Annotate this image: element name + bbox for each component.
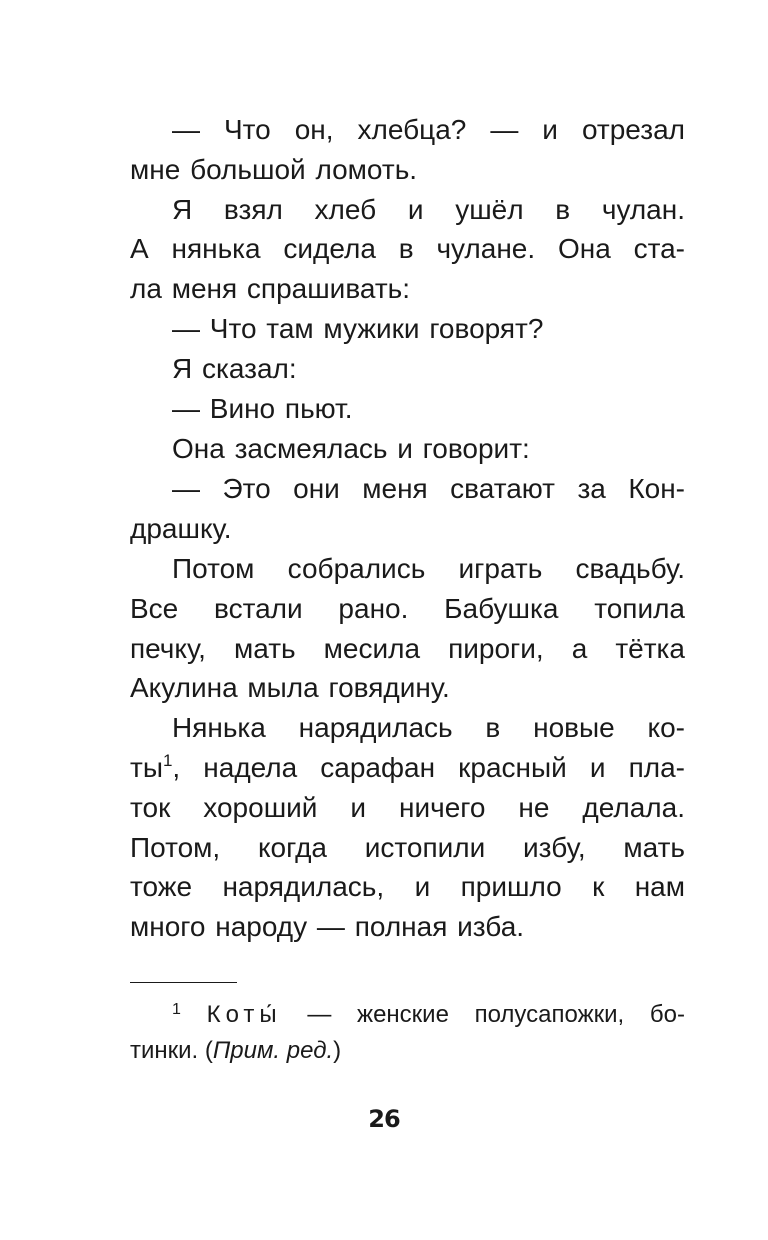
text-line: А нянька сидела в чулане. Она ста- (130, 233, 685, 264)
text-line: Все встали рано. Бабушка топила (130, 593, 685, 624)
text-line: ток хороший и ничего не делала. (130, 792, 685, 823)
text-line: — Это они меня сватают за Кон- (172, 473, 685, 504)
text-fragment: , надела сарафан красный и пла- (172, 752, 685, 783)
text-line: — Что он, хлебца? — и отрезал (172, 114, 685, 145)
text-line: драшку. (130, 513, 232, 544)
text-line: много народу — полная изба. (130, 911, 525, 942)
text-line: Акулина мыла говядину. (130, 672, 450, 703)
footnote-text: ) (333, 1037, 342, 1064)
text-line: печку, мать месила пироги, а тётка (130, 633, 685, 664)
footnote-separator (130, 982, 237, 983)
footnote-line (130, 1034, 685, 1068)
text-fragment: ты (130, 752, 163, 783)
text-line: ла меня спрашивать: (130, 273, 411, 304)
footnote-line (172, 998, 685, 1032)
footnote-reference: 1 (162, 751, 173, 770)
text-line: Я взял хлеб и ушёл в чулан. (172, 194, 685, 225)
text-line: Потом, когда истопили избу, мать (130, 832, 685, 863)
footnote-term: Коты́ (206, 1001, 282, 1028)
text-line: мне большой ломоть. (130, 154, 418, 185)
footnote-editor-note: Прим. ред. (212, 1037, 334, 1064)
footnote-marker: 1 (172, 1001, 181, 1018)
text-line: тоже нарядилась, и пришло к нам (130, 871, 685, 902)
text-line: Она засмеялась и говорит: (172, 433, 530, 464)
text-line: — Вино пьют. (172, 393, 353, 424)
text-line (130, 748, 685, 788)
text-line: Нянька нарядилась в новые ко- (172, 712, 685, 743)
footnote-text: тинки. ( (130, 1037, 213, 1064)
text-line: — Что там мужики говорят? (172, 313, 544, 344)
text-line: Потом собрались играть свадьбу. (172, 553, 685, 584)
text-line: Я сказал: (172, 353, 297, 384)
footnote-text: — женские полусапожки, бо- (281, 1001, 685, 1028)
page-number: 26 (368, 1105, 400, 1133)
